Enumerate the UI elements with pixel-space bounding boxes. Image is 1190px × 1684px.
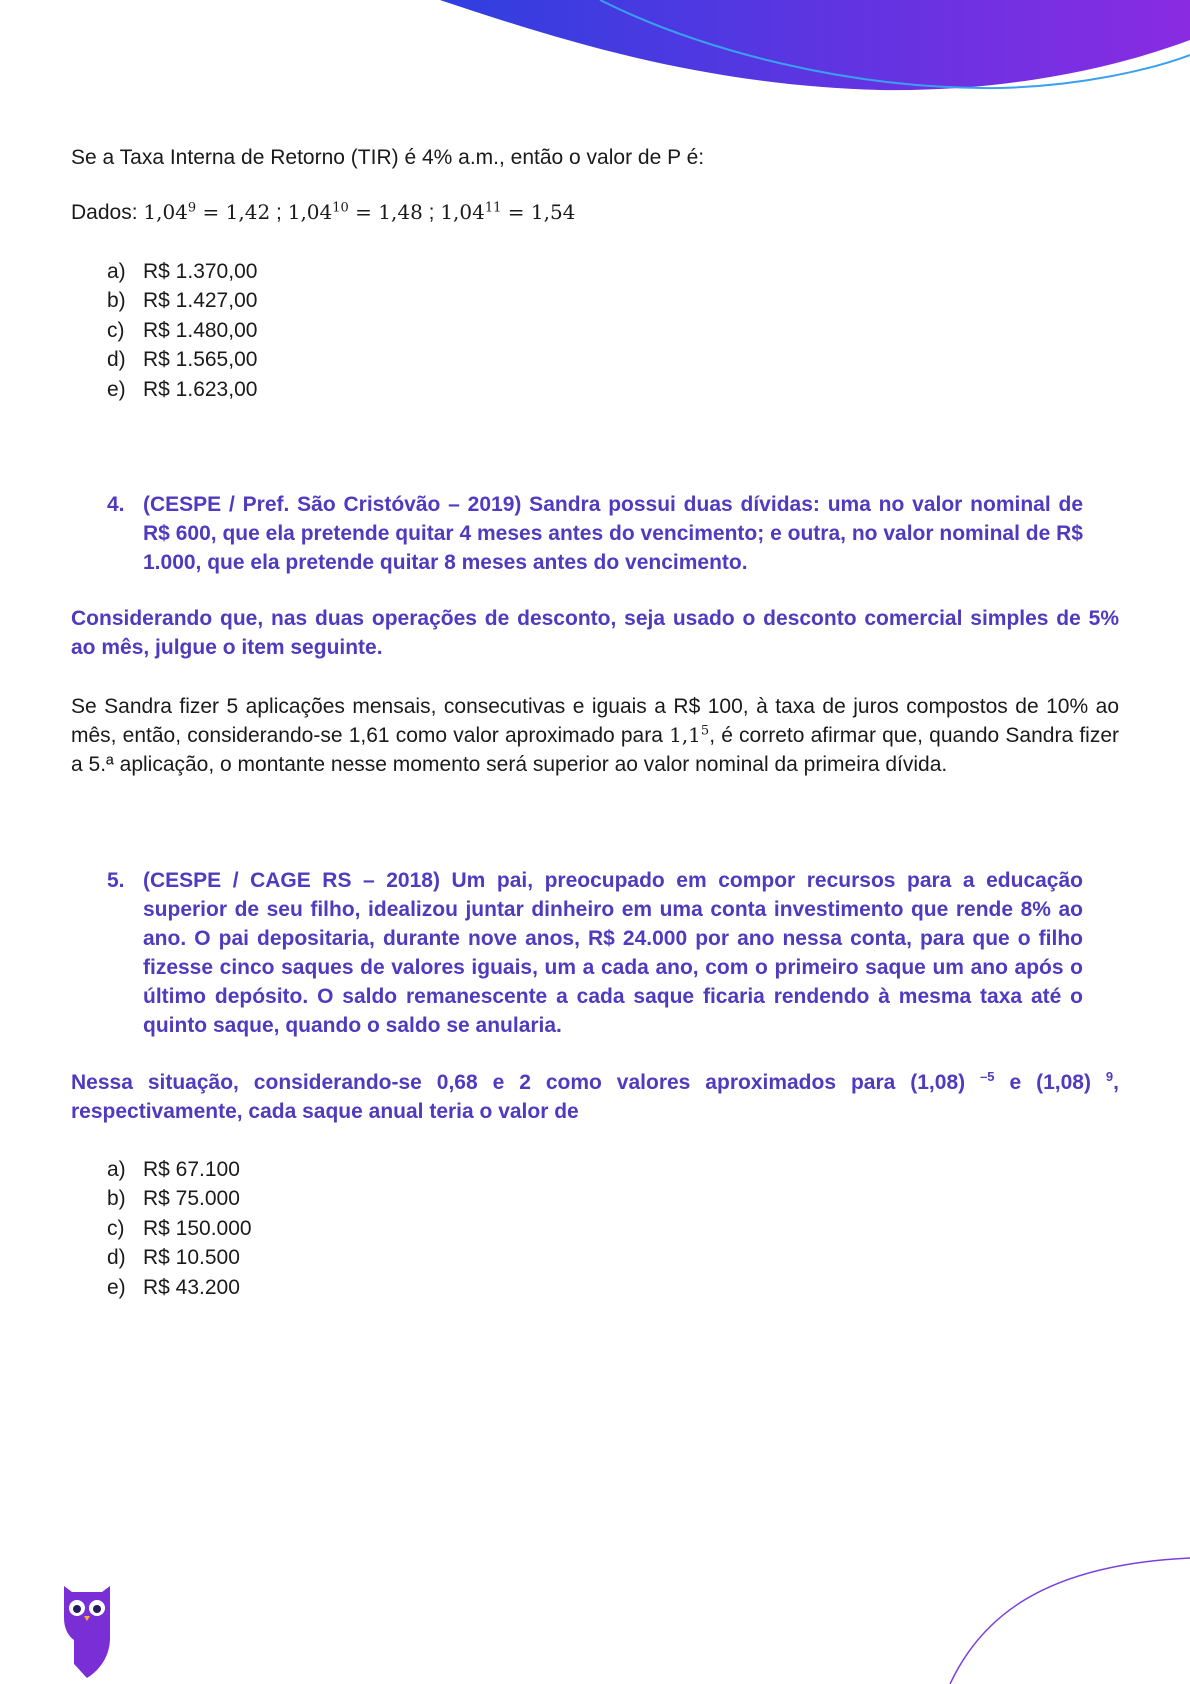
answer-option [107,375,257,404]
option-letter: a) [107,1158,126,1181]
answer-option [107,1214,252,1243]
option-letter: b) [107,289,126,313]
answer-option [107,316,257,345]
option-text: R$ 1.623,00 [143,377,258,401]
question-statement: Considerando que, nas duas operações de desconto, seja usado o desconto comercial simples de 5% ao mês, julgue o item seguinte. [71,607,1119,659]
answer-option [107,286,257,315]
answer-option [107,257,257,286]
question-text: (CESPE / CAGE RS – 2018) Um pai, preocupado em compor recursos para a educação superior de seu filho, idealizou juntar dinheiro em uma conta investimento que rende 8% ao ano. O pai depositaria, durante nove anos, R$ 24.000 por ano nessa conta, para que o filho fizesse cinco saques de valores iguais, um a cada ano, com o primeiro saque um ano após o último depósito. O saldo remanescente a cada saque ficaria rendendo à mesma taxa até o quinto saque, quando o saldo se anularia. [143,869,1083,1037]
question-5 [107,866,1119,1040]
answer-option [107,1184,252,1213]
given-data-label: Dados: [71,201,144,224]
question-number: 5. [107,869,125,892]
answer-option [107,1155,252,1184]
option-letter: e) [107,377,126,401]
owl-logo-icon [60,1578,114,1678]
math-expression: $1,04^{10} = 1,48$ [287,200,423,224]
option-text: R$ 1.427,00 [143,289,258,313]
math-expression: $1,04^{11} = 1,54$ [440,200,576,224]
option-text: R$ 67.100 [143,1158,240,1181]
option-text: R$ 75.000 [143,1187,240,1211]
option-letter: c) [107,318,125,342]
option-letter: e) [107,1275,126,1299]
header-wave-decoration [0,0,1190,110]
question-item-paragraph: Se Sandra fizer 5 aplicações mensais, consecutivas e iguais a R$ 100, à taxa de juros compostos de 10% ao mês, então, considerando-se 1,61 como valor aproximado para $1,1^5$, é correto afirmar que, quando Sandra fizer a 5.ª aplicação, o montante nesse momento será superior ao valor nominal da primeira dívida. [71,695,1119,776]
answer-option [107,1243,252,1272]
option-text: R$ 10.500 [143,1246,240,1270]
option-text: R$ 1.480,00 [143,318,258,342]
question-4 [107,490,1119,577]
option-letter: b) [107,1187,126,1211]
option-letter: d) [107,348,126,372]
answer-option [107,1273,252,1302]
option-letter: d) [107,1246,126,1270]
footer-curve-decoration [0,1540,1190,1684]
answer-options-list [107,1155,252,1302]
answer-option [107,345,257,374]
option-text: R$ 1.370,00 [143,260,258,283]
option-text: R$ 150.000 [143,1216,252,1240]
question-number: 4. [107,493,125,516]
given-data-line: Dados: $1,04^9 = 1,42$ ; $1,04^{10} = 1,48$ ; $1,04^{11} = 1,54$ [71,200,576,224]
question-text: (CESPE / Pref. São Cristóvão – 2019) Sandra possui duas dívidas: uma no valor nominal de R$ 600, que ela pretende quitar 4 meses antes do vencimento; e outra, no valor nominal de R$ 1.000, que ela pretende quitar 8 meses antes do vencimento. [143,493,1083,574]
option-letter: a) [107,260,126,283]
question-intro-text: Se a Taxa Interna de Retorno (TIR) é 4% a.m., então o valor de P é: [71,146,705,169]
question-statement: Nessa situação, considerando-se 0,68 e 2 como valores aproximados para (1,08) $^{-5}$ e (1,08) $^9$, respectivamente, cada saque anual teria o valor de [71,1069,1119,1123]
math-expression: $1,1^5$ [669,723,710,747]
answer-options-list [107,257,257,404]
option-text: R$ 1.565,00 [143,348,258,372]
math-expression: $1,04^9 = 1,42$ [143,200,271,224]
option-text: R$ 43.200 [143,1275,240,1299]
option-letter: c) [107,1216,125,1240]
